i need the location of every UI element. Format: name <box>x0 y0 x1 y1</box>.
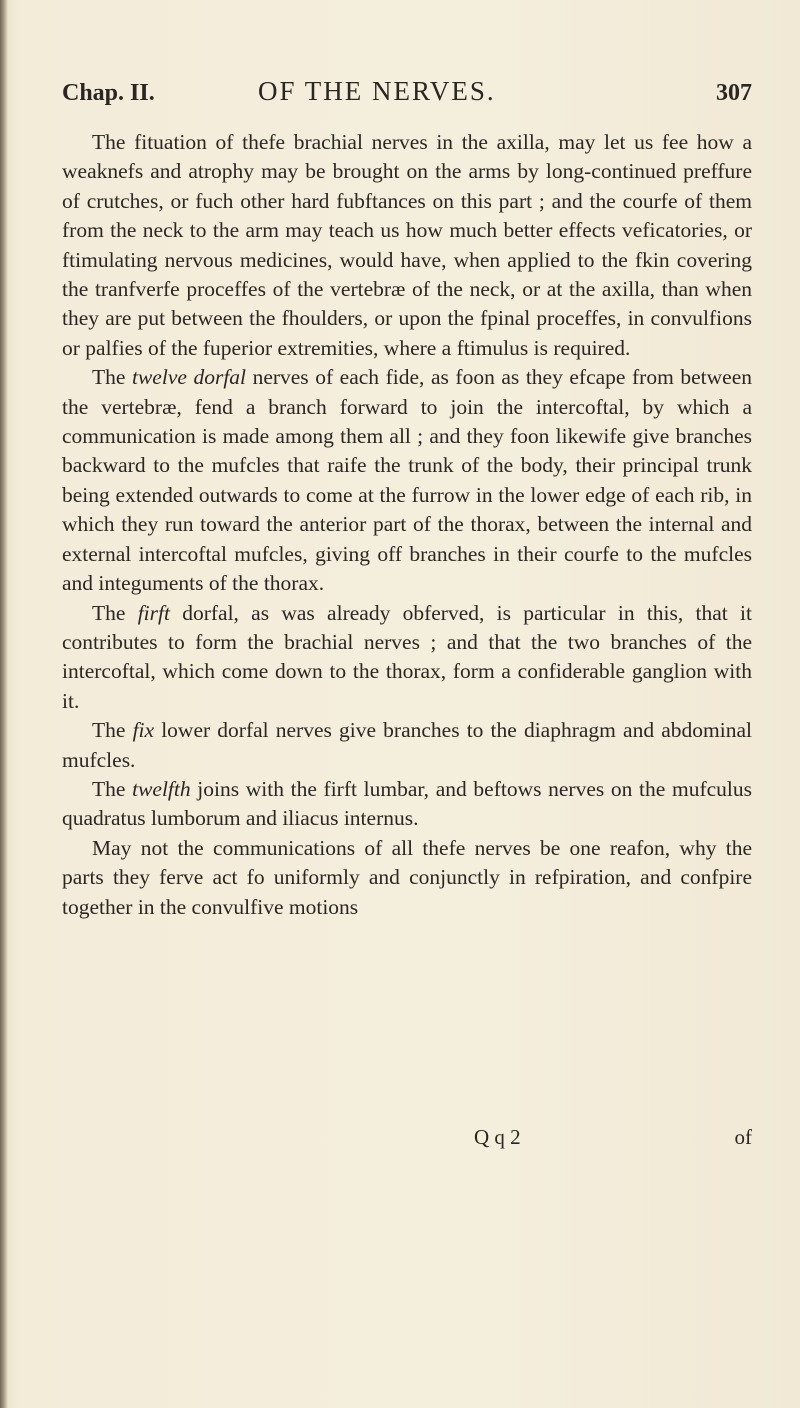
page-gutter-shadow <box>0 0 8 1408</box>
running-header <box>62 76 752 114</box>
signature-mark: Q q 2 <box>474 1125 521 1149</box>
paragraph-communications: May not the communications of all thefe nerves be one reafon, why the parts they ferve act fo uniformly and conjunctly in refpiration, and confpire together in the convulfive motions <box>62 835 752 919</box>
italic-term: fix <box>132 718 155 743</box>
italic-term: twelve dorfal <box>131 365 247 390</box>
chapter-label: Chap. II. <box>62 80 155 106</box>
running-title: OF THE NERVES. <box>258 76 496 106</box>
italic-term: firft <box>137 600 170 625</box>
paragraph-six-lower: The fix lower dorfal nerves give branches to the diaphragm and abdominal mufcles. <box>62 718 752 772</box>
catchword: of <box>734 1125 752 1149</box>
paragraph-twelve-dorsal: The twelve dorfal nerves of each fide, as foon as they efcape from between the vertebræ, fend a branch forward to join the intercoftal, by which a communication is made among them all ; and they foon likewife give branches backward to the mufcles that raife the trunk of the body, their principal trunk being extended outwards to come at the furrow in the lower edge of each rib, in which they run toward the anterior part of the thorax, between the internal and external intercoftal mufcles, giving off branches in their courfe to the mufcles and integuments of the thorax. <box>62 365 752 596</box>
page-number: 307 <box>716 80 752 106</box>
paragraph-brachial: The fituation of thefe brachial nerves in the axilla, may let us fee how a weaknefs and atrophy may be brought on the arms by long-continued preffure of crutches, or fuch other hard fubftances on this part ; and the courfe of them from the neck to the arm may teach us how much better effects veficatories, or ftimulating nervous medicines, would have, when applied to the fkin covering the tranfverfe proceffes of the vertebræ of the neck, or at the axilla, than when they are put between the fhoulders, or upon the fpinal proceffes, in convulfions or palfies of the fuperior extremities, where a ftimulus is required. <box>62 130 752 360</box>
italic-term: twelfth <box>132 776 191 801</box>
paragraph-first-dorsal: The firft dorfal, as was already obferved, is particular in this, that it contributes to form the brachial nerves ; and that the two branches of the intercoftal, which come down to the thorax, form a confiderable ganglion with it. <box>62 600 752 713</box>
body-text <box>62 128 752 922</box>
page-footer <box>62 1125 752 1159</box>
paragraph-twelfth: The twelfth joins with the firft lumbar, and beftows nerves on the mufculus quadratus lumborum and iliacus internus. <box>62 776 752 831</box>
